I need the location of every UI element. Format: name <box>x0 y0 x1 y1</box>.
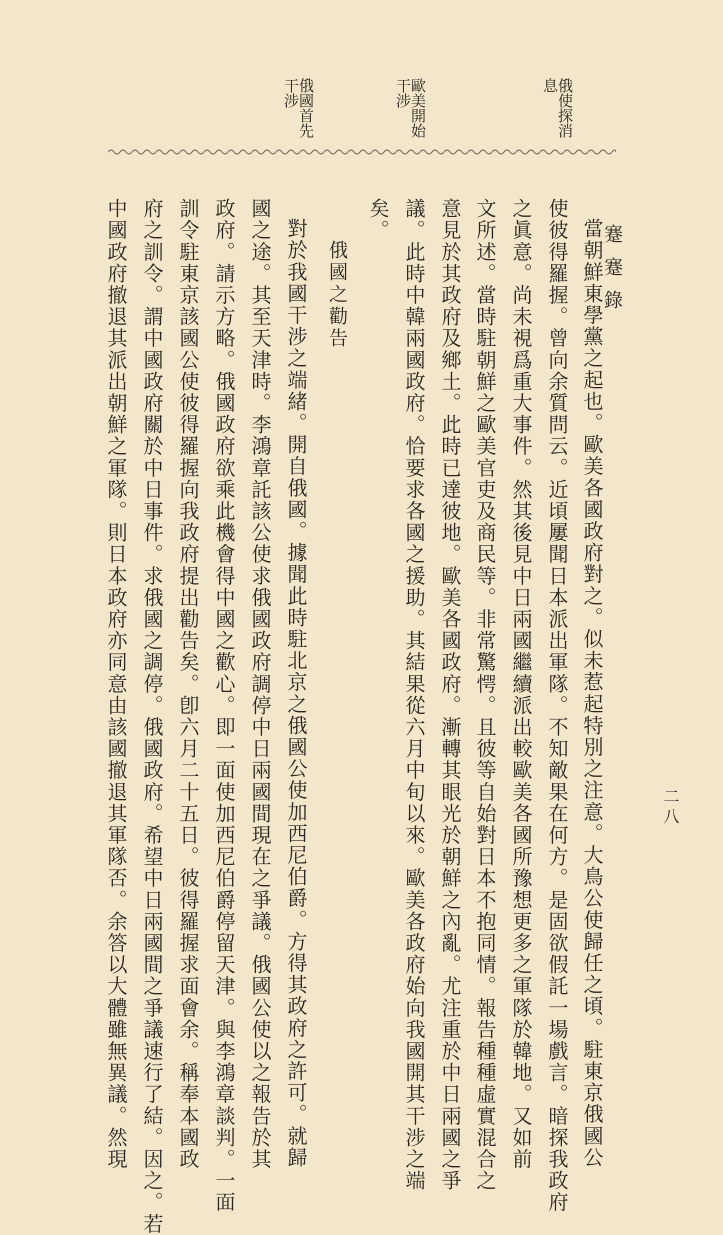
body-line-9: 國之途。其至天津時。李鴻章託該公使求俄國政府調停中日兩國間現在之爭議。俄國公使以之報告於其 <box>248 198 272 1170</box>
running-head: 蹇蹇錄 <box>601 224 623 323</box>
body-line-7: 矣。 <box>366 198 390 242</box>
body-line-10: 政府。請示方略。俄國政府欲乘此機會得中國之歡心。即一面使加西尼伯爵停留天津。與李鴻章談判。一面 <box>212 198 236 1214</box>
body-line-4: 文所述。當時駐朝鮮之歐美官吏及商民等。非常驚愕。且彼等自始對日本不抱同情。報告種種虛實混合之 <box>473 198 497 1192</box>
body-line-6: 議。此時中韓兩國政府。恰要求各國之援助。其結果從六月中旬以來。歐美各政府始向我國開其干涉之端 <box>402 198 426 1192</box>
margin-note-3: 俄國首先干涉 <box>282 78 315 138</box>
body-line-5: 意見於其政府及鄉土。此時已達彼地。歐美各國政府。漸轉其眼光於朝鮮之內亂。尤注重於中日兩國之爭 <box>438 198 462 1192</box>
wavy-divider <box>108 148 616 156</box>
body-line-2: 使彼得羅握。曾向余質問云。近頃屢聞日本派出軍隊。不知敵果在何方。是固欲假託一場戲言。暗探我政府 <box>545 198 569 1214</box>
body-line-12: 府之訓令。謂中國政府關於中日事件。求俄國之調停。俄國政府。希望中日兩國間之爭議速行了結。因之。若 <box>140 198 164 1235</box>
body-line-3: 之眞意。尚未視爲重大事件。然其後見中日兩國繼續派出較歐美各國所豫想更多之軍隊於韓地。又如前 <box>509 198 533 1170</box>
body-line-1: 當朝鮮東學黨之起也。歐美各國政府對之。似未惹起特別之注意。大鳥公使歸任之頃。駐東京俄國公 <box>580 218 604 1169</box>
body-line-13: 中國政府撤退其派出朝鮮之軍隊。則日本政府亦同意由該國撤退其軍隊否。余答以大體雖無異議。然現 <box>104 198 128 1170</box>
page-number: 二八 <box>661 788 680 828</box>
section-heading: 俄國之勸告 <box>326 240 348 350</box>
margin-note-1: 俄使探消息 <box>541 78 574 138</box>
body-line-11: 訓令駐東京該國公使彼得羅握向我政府提出勸告矣。卽六月二十五日。彼得羅握求面會余。稱奉本國政 <box>176 198 200 1170</box>
body-line-8: 對於我國干涉之端緒。開自俄國。據聞此時駐北京之俄國公使加西尼伯爵。方得其政府之許可。就歸 <box>284 218 308 1169</box>
margin-note-2: 歐美開始干涉 <box>394 78 427 138</box>
